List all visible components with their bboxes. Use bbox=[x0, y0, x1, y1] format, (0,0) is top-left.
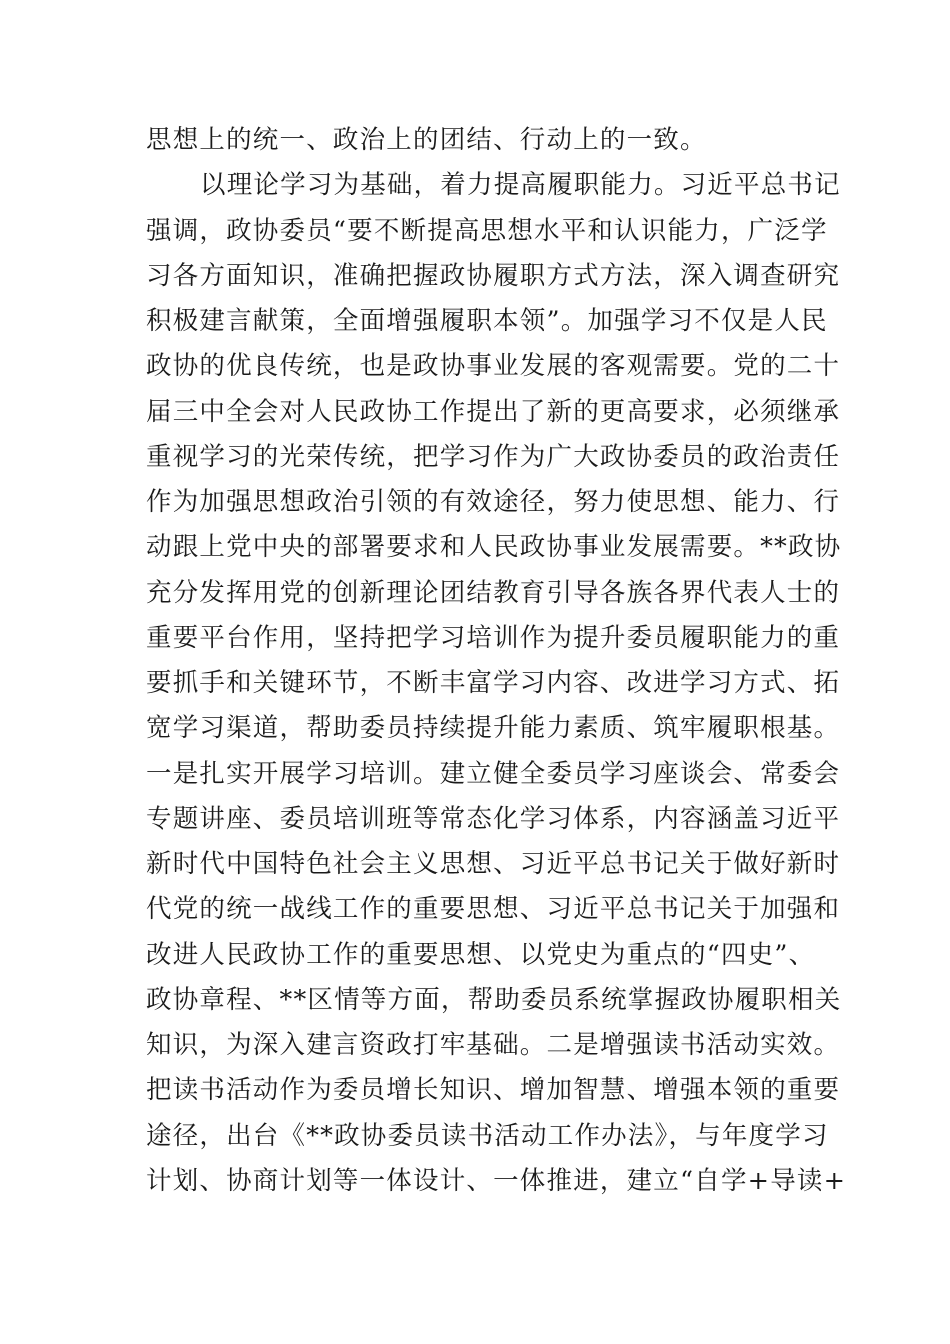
document-body bbox=[146, 118, 847, 1204]
text-line: 一是扎实开展学习培训。建立健全委员学习座谈会、常委会 bbox=[146, 758, 841, 789]
text-line: 政协章程、**区情等方面，帮助委员系统掌握政协履职相关 bbox=[146, 984, 842, 1015]
text-line: 宽学习渠道，帮助委员持续提升能力素质、筑牢履职根基。 bbox=[146, 713, 841, 744]
text-line: 充分发挥用党的创新理论团结教育引导各族各界代表人士的 bbox=[146, 577, 841, 608]
text-line: 要抓手和关键环节，不断丰富学习内容、改进学习方式、拓 bbox=[146, 668, 841, 698]
text-line: 动跟上党中央的部署要求和人民政协事业发展需要。**政协 bbox=[146, 532, 842, 563]
text-line: 作为加强思想政治引领的有效途径，努力使思想、能力、行 bbox=[146, 487, 841, 517]
text-line: 思想上的统一、政治上的团结、行动上的一致。 bbox=[146, 125, 707, 155]
text-line: 强调，政协委员“要不断提高思想水平和认识能力，广泛学 bbox=[146, 215, 828, 246]
text-line: 计划、协商计划等一体设计、一体推进，建立“自学+导读+ bbox=[146, 1165, 847, 1196]
text-line: 知识，为深入建言资政打牢基础。二是增强读书活动实效。 bbox=[146, 1030, 841, 1060]
text-line: 届三中全会对人民政协工作提出了新的更高要求，必须继承 bbox=[146, 396, 841, 427]
text-line: 把读书活动作为委员增长知识、增加智慧、增强本领的重要 bbox=[146, 1075, 841, 1106]
text-line: 途径，出台《**政协委员读书活动工作办法》，与年度学习 bbox=[146, 1120, 829, 1151]
paragraph-first-line: 以理论学习为基础，着力提高履职能力。习近平总书记 bbox=[200, 170, 841, 201]
text-line: 积极建言献策，全面增强履职本领”。加强学习不仅是人民 bbox=[146, 306, 828, 336]
text-line: 专题讲座、委员培训班等常态化学习体系，内容涵盖习近平 bbox=[146, 803, 841, 834]
text-line: 代党的统一战线工作的重要思想、习近平总书记关于加强和 bbox=[146, 894, 841, 925]
text-line: 重视学习的光荣传统，把学习作为广大政协委员的政治责任 bbox=[146, 441, 841, 472]
text-line: 重要平台作用，坚持把学习培训作为提升委员履职能力的重 bbox=[146, 622, 841, 653]
text-line: 政协的优良传统，也是政协事业发展的客观需要。党的二十 bbox=[146, 351, 841, 382]
text-line: 改进人民政协工作的重要思想、以党史为重点的“四史”、 bbox=[146, 939, 816, 970]
text-line: 新时代中国特色社会主义思想、习近平总书记关于做好新时 bbox=[146, 849, 841, 879]
text-line: 习各方面知识，准确把握政协履职方式方法，深入调查研究 bbox=[146, 260, 841, 291]
